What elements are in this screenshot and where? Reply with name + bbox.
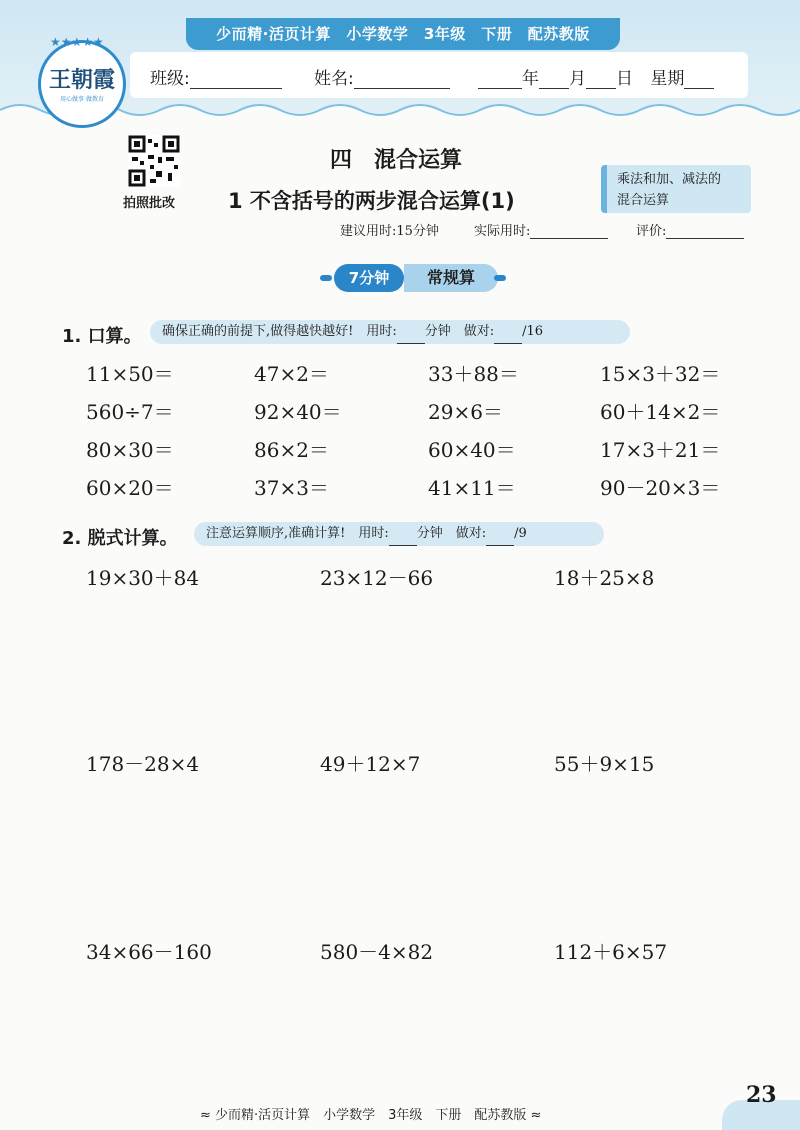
q2-problem: 49＋12×7 <box>320 752 421 776</box>
weekday-blank[interactable] <box>684 70 714 89</box>
page-number: 23 <box>746 1082 777 1108</box>
day-label: 日 <box>616 69 633 89</box>
q1-unit-text: 分钟 做对: <box>424 324 495 339</box>
q1-correct-blank[interactable] <box>494 329 522 344</box>
day-blank[interactable] <box>586 70 616 89</box>
unit-title: 四 混合运算 <box>330 148 463 173</box>
q1-problem: 86×2＝ <box>254 438 329 462</box>
q1-problem: 60＋14×2＝ <box>600 400 721 424</box>
qr-label: 拍照批改 <box>123 196 176 211</box>
rating-blank[interactable] <box>666 224 744 239</box>
qr-code-icon[interactable] <box>128 135 180 187</box>
pill-right-deco <box>494 275 506 281</box>
q1-total: /16 <box>522 324 544 339</box>
q2-time-blank[interactable] <box>389 531 417 546</box>
q1-problem: 90－20×3＝ <box>600 476 721 500</box>
q2-total: /9 <box>514 526 527 541</box>
q2-correct-blank[interactable] <box>486 531 514 546</box>
logo-name: 王朝霞 <box>48 67 115 93</box>
topic-line-2: 混合运算 <box>617 193 670 208</box>
name-field[interactable] <box>314 64 450 89</box>
name-label: 姓名: <box>314 69 354 89</box>
date-field[interactable] <box>478 64 714 89</box>
q2-problem: 112＋6×57 <box>554 940 668 964</box>
q1-problem: 80×30＝ <box>86 438 174 462</box>
q1-problem: 17×3＋21＝ <box>600 438 721 462</box>
q2-problem: 19×30＋84 <box>86 566 200 590</box>
lesson-title: 1 不含括号的两步混合运算(1) <box>228 189 515 213</box>
topic-box <box>601 165 751 213</box>
q1-problem: 37×3＝ <box>254 476 329 500</box>
actual-time-blank[interactable] <box>530 224 608 239</box>
month-blank[interactable] <box>539 70 569 89</box>
class-blank[interactable] <box>190 70 282 89</box>
q1-problem: 33＋88＝ <box>428 362 519 386</box>
topic-line-1: 乘法和加、减法的 <box>617 172 722 187</box>
brand-logo <box>38 40 126 128</box>
q2-problem: 55＋9×15 <box>554 752 655 776</box>
q1-time-blank[interactable] <box>397 329 425 344</box>
q2-problem: 23×12－66 <box>320 566 434 590</box>
q2-problem: 34×66－160 <box>86 940 212 964</box>
q1-problem: 41×11＝ <box>428 476 516 500</box>
logo-stars-icon <box>48 34 118 48</box>
q2-note-text: 注意运算顺序,准确计算! 用时: <box>206 526 389 541</box>
class-field[interactable] <box>150 64 282 89</box>
q2-problem: 18＋25×8 <box>554 566 655 590</box>
q1-note-text: 确保正确的前提下,做得越快越好! 用时: <box>162 324 397 339</box>
month-label: 月 <box>569 69 586 89</box>
rating-label: 评价: <box>636 224 667 239</box>
pill-time: 7分钟 <box>334 264 404 292</box>
footer-text: ≈ 少而精·活页计算 小学数学 3年级 下册 配苏教版 ≈ <box>200 1108 542 1123</box>
q1-problem: 60×20＝ <box>86 476 174 500</box>
year-blank[interactable] <box>478 70 522 89</box>
q1-problem: 60×40＝ <box>428 438 516 462</box>
series-title-bar: 少而精·活页计算 小学数学 3年级 下册 配苏教版 <box>186 18 620 50</box>
suggested-time: 建议用时:15分钟 <box>340 224 439 239</box>
name-blank[interactable] <box>354 70 450 89</box>
weekday-label: 星期 <box>650 69 685 89</box>
pill-left-deco <box>320 275 332 281</box>
section-pill <box>320 264 506 292</box>
q2-note <box>194 522 604 546</box>
actual-time-field[interactable] <box>474 220 608 239</box>
class-label: 班级: <box>150 69 190 89</box>
q1-problem: 15×3＋32＝ <box>600 362 721 386</box>
q1-note <box>150 320 630 344</box>
q2-problem: 580－4×82 <box>320 940 434 964</box>
rating-field[interactable] <box>636 220 744 239</box>
year-label: 年 <box>522 69 539 89</box>
svg-text:★★★★★: ★★★★★ <box>50 35 104 48</box>
q1-problem: 29×6＝ <box>428 400 503 424</box>
q1-label: 1. 口算。 <box>62 326 142 347</box>
q2-unit-text: 分钟 做对: <box>416 526 487 541</box>
pill-name: 常规算 <box>404 264 498 292</box>
logo-subtitle: 用心做事 做教育 <box>60 96 104 103</box>
q1-problem: 11×50＝ <box>86 362 174 386</box>
actual-time-label: 实际用时: <box>474 224 531 239</box>
q2-label: 2. 脱式计算。 <box>62 528 178 549</box>
q1-problem: 92×40＝ <box>254 400 342 424</box>
q2-problem: 178－28×4 <box>86 752 200 776</box>
q1-problem: 560÷7＝ <box>86 400 174 424</box>
q1-problem: 47×2＝ <box>254 362 329 386</box>
